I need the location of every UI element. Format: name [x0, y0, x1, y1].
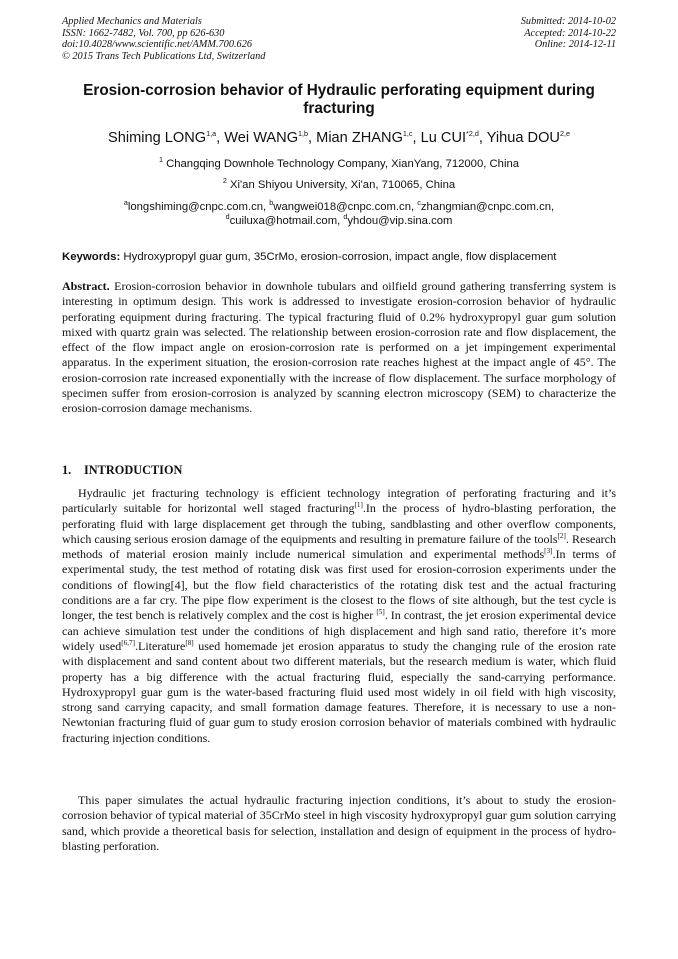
author: Shiming LONG$^{1,a}$ [108, 129, 217, 146]
citation: [3] [544, 547, 553, 556]
author: Yihua DOU$^{2,e}$ [486, 129, 570, 146]
journal-header-right [396, 16, 616, 51]
online-date: Online: 2014-12-11 [534, 39, 616, 51]
section-number: 1. [62, 463, 72, 477]
doi-line: doi:10.4028/www.scientific.net/AMM.700.626 [62, 39, 252, 51]
paper-title: Erosion-corrosion behavior of Hydraulic perforating equipment during fracturing [83, 82, 595, 117]
citation: [6,7] [121, 638, 135, 647]
affiliation-2: $^2$ Xi'an Shiyou University, Xi'an, 710065, China [222, 176, 456, 191]
intro-paragraph-2: This paper simulates the actual hydraulic fracturing injection conditions, it’s about to study the erosion-corrosion behavior of typical material of 35CrMo steel in high viscosity hydroxypropyl guar gum solution carrying sand, which provide a theoretical basis for selection, installation and design of equipment in the process of hydro-blasting perforation. [62, 793, 616, 853]
author: Mian ZHANG$^{1,c}$ [316, 129, 413, 146]
journal-header-left [62, 16, 392, 62]
abstract-label: Abstract. [62, 279, 110, 293]
abstract-text: Erosion-corrosion behavior in downhole tubulars and oilfield ground gathering transferring system is interesting in optimum design. This work is addressed to investigate erosion-corrosion behavior of hydraulic perforating equipment during fracturing. The typical fracturing fluid of 0.2% hydroxypropyl guar gum solution mixed with quartz grain was selected. The relationship between erosion-corrosion rate and flow displacement, the effect of the flow impact angle on erosion-corrosion rate is performed on a jet impingement experimental apparatus. In the experiment situation, the erosion-corrosion rate reaches highest at the impact angle of 45°. The erosion-corrosion rate increased exponentially with the increase of flow displacement. The surface morphology of specimen suffer from erosion-corrosion is analyzed by scanning electron microscopy (SEM) to characterize the erosion-corrosion damage mechanisms. [62, 279, 617, 416]
intro-paragraph-1: Hydraulic jet fracturing technology is efficient technology integration of perforating fracturing and it’s particularly suitable for horizontal well staged fracturing[1].In the process of hydro-blasting perforation, the perforating fluid with large displacement get through the tubing, sandblasting and other overflow components, which causing serious erosion damage of the equipments and resulting in premature failure of the tools[2]. Research methods of material erosion mainly include numerical simulation and experimental methods[3].In terms of experimental study, the test method of rotating disk was first used for erosion-corrosion experiments under the conditions of flowing[4], but the flow field characteristics of the rotating disk test and the actual fracturing conditions are a far cry. The pipe flow experiment is the closest to the flows of site although, but the test cycle is longer, the test bench is relatively complex and the cost is higher [5]. In contrast, the jet erosion experimental device can achieve simulation test under the conditions of high displacement and high sand ratio, therefore it’s more widely used[6,7].Literature[8] used homemade jet erosion apparatus to study the changing rule of the erosion rate with displacement and sand content about two different materials, but the research medium is water, which fluid property has a big difference with the actual fracturing fluid, especially the sand-carrying performance. Hydroxypropyl guar gum is the water-based fracturing fluid used most widely in oil field with high viscosity, strong sand carrying capacity, and small formation damage features. Therefore, it is necessary to use a non-Newtonian fracturing fluid of guar gum to study erosion corrosion behavior of materials combined with hydraulic fracturing injection conditions. [62, 486, 617, 745]
section-heading [62, 463, 182, 478]
email-line-1: $^a$longshiming@cnpc.com.cn, $^b$wangwei018@cnpc.com.cn, $^c$zhangmian@cnpc.com.cn, [123, 198, 555, 213]
issn-line: ISSN: 1662-7482, Vol. 700, pp 626-630 [62, 27, 225, 39]
citation: [2] [557, 531, 566, 540]
citation: [8] [185, 638, 194, 647]
abstract [62, 279, 616, 417]
author: Lu CUI$^{*2,d}$ [420, 129, 479, 146]
email-list [40, 200, 638, 228]
keywords-text: Hydroxypropyl guar gum, 35CrMo, erosion-corrosion, impact angle, flow displacement [123, 251, 557, 263]
section-title: INTRODUCTION [84, 463, 183, 477]
citation: [5] [376, 608, 385, 617]
affiliation-1: $^1$ Changqing Downhole Technology Company, XianYang, 712000, China [158, 155, 520, 170]
author: Wei WANG$^{1,b}$ [224, 129, 309, 146]
journal-name: Applied Mechanics and Materials [62, 16, 202, 27]
submitted-date: Submitted: 2014-10-02 [520, 16, 616, 27]
keywords [62, 250, 622, 264]
author-list: Shiming LONG$^{1,a}$, Wei WANG$^{1,b}$, Mian ZHANG$^{1,c}$, Lu CUI$^{*2,d}$, Yihua DOU$^{2,e}$ [108, 129, 570, 146]
copyright-line: © 2015 Trans Tech Publications Ltd, Switzerland [62, 50, 266, 62]
email-line-2: $^d$cuiluxa@hotmail.com, $^d$yhdou@vip.sina.com [225, 212, 453, 227]
accepted-date: Accepted: 2014-10-22 [524, 27, 616, 39]
citation: [1] [354, 501, 363, 510]
keywords-label: Keywords: [62, 251, 121, 263]
